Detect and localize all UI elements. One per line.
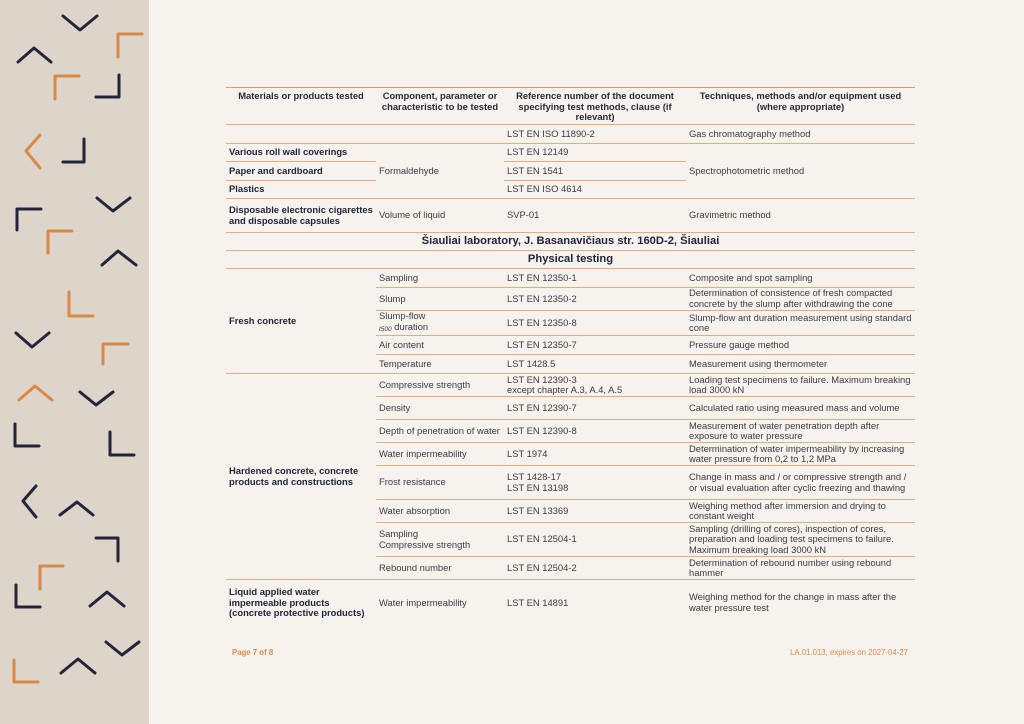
parameter-cell: Formaldehyde [376,144,504,199]
ref-line: LST 1428-17 [507,471,562,483]
parameter-cell: Compressive strength [376,374,504,397]
method-cell: Gas chromatography method [686,125,915,144]
reference-cell: LST 1974 [504,443,686,466]
table-row [226,144,915,162]
reference-cell: LST EN 12390-7 [504,397,686,420]
method-cell: Composite and spot sampling [686,269,915,288]
header-component: Component, parameter or characteristic to be tested [376,88,504,125]
param-line: duration [391,320,429,332]
material-cell: Hardened concrete, concrete products and constructions [226,374,376,580]
parameter-cell: Slump [376,288,504,311]
parameter-cell [376,125,504,144]
reference-cell: LST EN 12504-1 [504,523,686,557]
reference-cell [504,374,686,397]
reference-cell [504,466,686,500]
reference-cell: LST EN 12390-8 [504,420,686,443]
reference-cell: LST EN 13369 [504,500,686,523]
reference-cell: LST EN 12350-1 [504,269,686,288]
reference-cell: LST EN 12149 [504,144,686,162]
reference-cell: LST 1428.5 [504,355,686,374]
param-line: Sampling [379,528,419,540]
material-cell: Disposable electronic cigarettes and disposable capsules [226,199,376,233]
parameter-cell [376,311,504,336]
material-cell: Liquid applied water impermeable products (concrete protective products) [229,586,365,619]
ref-line: LST EN 13198 [507,481,569,493]
parameter-cell: Rebound number [376,557,504,580]
method-cell: Spectrophotometric method [686,144,915,199]
lab-title: Šiauliai laboratory, J. Basanavičiaus str. 160D-2, Šiauliai [226,233,915,251]
reference-cell: SVP-01 [504,199,686,233]
method-cell: Calculated ratio using measured mass and volume [686,397,915,420]
material-cell [226,125,376,144]
table-row [226,199,915,233]
parameter-cell: Sampling [376,269,504,288]
table-header [226,88,915,125]
reference-cell: LST EN 12350-8 [504,311,686,336]
reference-cell: LST EN ISO 4614 [504,181,686,199]
reference-cell: LST EN 14891 [507,596,569,608]
lab-title-row [226,233,915,251]
header-reference: Reference number of the document specifying test methods, clause (if relevant) [504,88,686,125]
parameter-cell: Air content [376,336,504,355]
parameter-cell: Water absorption [376,500,504,523]
accreditation-expiry: LA.01.013, expires on 2027-04-27 [790,648,908,657]
material-cell: Fresh concrete [226,269,376,374]
reference-cell: LST EN ISO 11890-2 [504,125,686,144]
section-title: Physical testing [226,251,915,269]
method-cell: Determination of water impermeability by increasing water pressure from 0,2 to 1,2 MPa [686,443,915,466]
method-cell: Change in mass and / or compressive strength and / or visual evaluation after cyclic freezing and thawing [686,466,915,500]
param-subscript: t500 [379,325,392,333]
material-cell: Paper and cardboard [226,162,376,181]
method-cell: Pressure gauge method [686,336,915,355]
method-cell: Determination of rebound number using rebound hammer [686,557,915,580]
method-cell: Loading test specimens to failure. Maximum breaking load 3000 kN [686,374,915,397]
method-cell: Sampling (drilling of cores), inspection of cores, preparation and loading test specimens to failure. Maximum breaking load 3000 kN [686,523,915,557]
method-cell: Measurement using thermometer [686,355,915,374]
parameter-cell: Temperature [376,355,504,374]
method-cell: Weighing method for the change in mass after the water pressure test [689,591,897,613]
chevron-pattern-icon [0,0,149,724]
param-line: Slump-flow [379,310,426,321]
parameter-cell [376,523,504,557]
reference-cell: LST EN 12504-2 [504,557,686,580]
method-cell: Weighing method after immersion and drying to constant weight [686,500,915,523]
method-cell: Determination of consistence of fresh compacted concrete by the slump after withdrawing the cone [686,288,915,311]
method-cell: Gravimetric method [686,199,915,233]
parameter-cell: Water impermeability [379,596,467,608]
header-materials: Materials or products tested [226,88,376,125]
method-cell: Measurement of water penetration depth after exposure to water pressure [686,420,915,443]
table-row [226,269,915,288]
method-cell: Slump-flow ant duration measurement using standard cone [686,311,915,336]
section-title-row [226,251,915,269]
ref-line: LST EN 12390-3 [507,373,577,385]
page-number: Page 7 of 8 [232,648,274,657]
material-cell: Various roll wall coverings [226,144,376,162]
ref-line: except chapter A.3, A.4, A.5 [507,384,623,396]
parameter-cell: Density [376,397,504,420]
accreditation-scope-table [226,87,915,626]
reference-cell: LST EN 1541 [504,162,686,181]
reference-cell: LST EN 12350-2 [504,288,686,311]
table-row [226,580,915,626]
table-row [226,125,915,144]
param-line: Compressive strength [379,538,471,550]
table-row [226,374,915,397]
header-techniques: Techniques, methods and/or equipment used (where appropriate) [686,88,915,125]
parameter-cell: Water impermeability [376,443,504,466]
reference-cell: LST EN 12350-7 [504,336,686,355]
parameter-cell: Volume of liquid [376,199,504,233]
material-cell: Plastics [226,181,376,199]
parameter-cell: Depth of penetration of water [376,420,504,443]
parameter-cell: Frost resistance [376,466,504,500]
decorative-sidebar [0,0,149,724]
